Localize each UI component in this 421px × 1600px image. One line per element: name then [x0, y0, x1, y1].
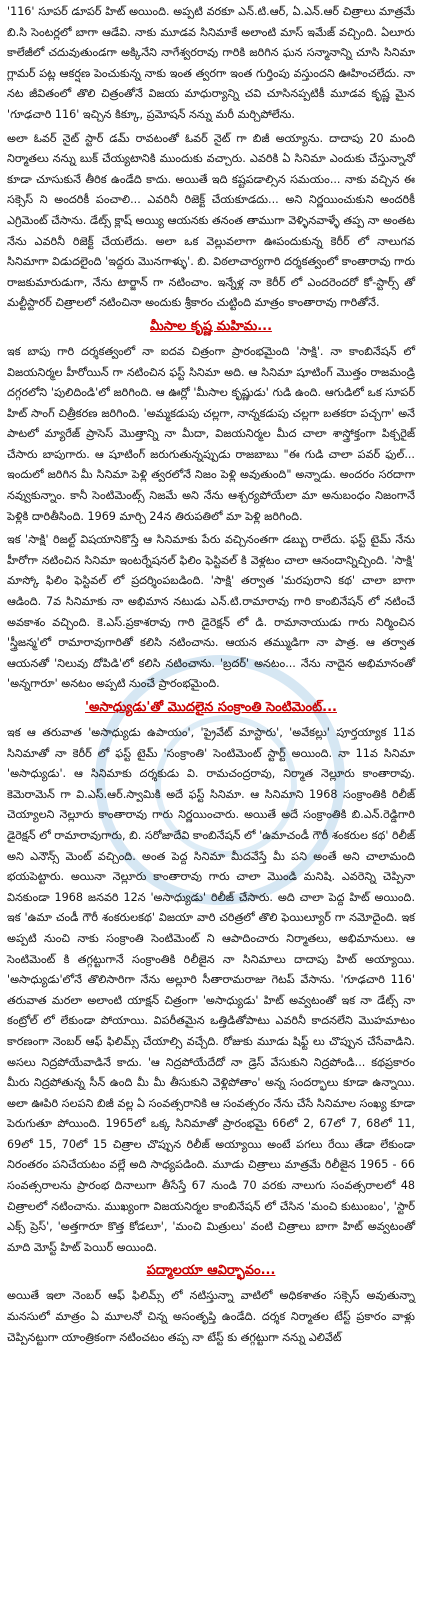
paragraph: అయితే ఇలా నెంబర్ ఆఫ్ ఫిలిమ్స్ లో నటిస్తున్నా వాటిలో అధికశాతం సక్సెస్ అవుతున్నా మనసులో మాత్రం ఏ మూలనో చిన్న అసంతృప్తి ఉండేది. దర్శక నిర్మాతల టేస్ట్ ప్రకారం వాళ్లు చెప్పినట్టుగా యాంత్రికంగా నటించటం తప్ప నా టేస్ట్ కు తగ్గట్టుగా నన్ను ఎలివేట్ [7, 1289, 415, 1344]
paragraph: ఇక 'సాక్షి' రిజల్ట్ విషయానికొస్తే ఆ సినిమాకు పేరు వచ్చినంతగా డబ్బు రాలేదు. ఫస్ట్ టైమ్ నేను హీరోగా నటించిన సినిమా ఇంటర్నేషనల్ ఫిలిం ఫెస్టివల్ కి వెళ్లటం చాలా ఆనందాన్నిచ్చింది. 'సాక్షి' మాస్కో ఫిలిం ఫెస్టివల్ లో ప్రదర్శింపబడింది. 'సాక్షి' తర్వాత 'మరపురాని కథ' చాలా బాగా ఆడింది. 7వ సినిమాకు నా అభిమాన నటుడు ఎన్.టి.రామారావు గారి కాంబినేషన్ లో నటించే అవకాశం వచ్చింది. కె.ఎస్.ప్రకాశరావు గారి డైరెక్షన్ లో డి. రామానాయుడు గారు నిర్మించిన 'స్త్రీజన్మ'లో రామారావుగారితో కలిసి నటించాను. ఆయన తమ్ముడిగా నా పాత్ర. ఆ తర్వాత ఆయనతో 'నిలువు దోపిడి'లో కలిసి నటించాను. 'బ్రదర్' అనటం... నేను నాదైన అభిమానంతో 'అన్నగారూ' అనటం అప్పటి నుంచే ప్రారంభమైంది. [7, 533, 415, 691]
section-heading: 'అసాధ్యుడు'తో మొదలైన సంక్రాంతి సెంటిమెంట్... [85, 700, 337, 715]
paragraph: '116' సూపర్ డూపర్ హిట్ అయింది. అప్పటి వరకూ ఎన్.టి.ఆర్, ఏ.ఎన్.ఆర్ చిత్రాలు మాత్రమే బి.సి సెంటర్లలో బాగా ఆడేవి. నాకు మూడవ సినిమాకే అలాంటి మాస్ ఇమేజ్ వచ్చింది. ఏలూరు కాలేజీలో చదువుతుండగా అక్కినేని నాగేశ్వరరావు గారికి జరిగిన ఘన సన్మానాన్ని చూసి సినిమా గ్లామర్ పట్ల ఆకర్షణ పెంచుకున్న నాకు ఇంత త్వరగా ఇంత గుర్తింపు వస్తుందని ఊహించలేదు. నా నట జీవితంలో తొలి చిత్రంతోనే విజయ మాధుర్యాన్ని చవి చూసినప్పటికీ మూడవ కృష్ణ మైన 'గూఢచారి 116' ఇచ్చిన కిక్కూ, ప్రమోషన్ నన్ను మరీ మర్చిపోలేను. [7, 5, 415, 121]
paragraph: ఇక బాపు గారి దర్శకత్వంలో నా ఐదవ చిత్రంగా ప్రారంభమైంది 'సాక్షి'. నా కాంబినేషన్ లో విజయనిర్మల హీరోయిన్ గా నటించిన ఫస్ట్ సినిమా అది. ఆ సినిమా షూటింగ్ మొత్తం రాజమండ్రి దగ్గరలోని 'పులిదిండి'లో జరిగింది. ఆ ఊర్లో 'మీసాల కృష్ణుడు' గుడి ఉంది. ఆగుడిలో ఒక సూపర్ హిట్ సాంగ్ చిత్రీకరణ జరిగింది. 'అమ్మకడుపు చల్లగా, నాన్నకడుపు చల్లగా బతకరా పచ్చగా' అనే పాటలో మ్యారేజ్ ప్రాసెస్ మొత్తాన్ని నా మీదా, విజయనిర్మల మీద చాలా శాస్త్రోక్తంగా పిక్చరైజ్ చేసారు బాపుగారు. ఆ షూటింగ్ జరుగుతున్నప్పుడు రాజబాబు "ఈ గుడి చాలా పవర్ ఫుల్... ఇందులో జరిగిన మీ సినిమా పెళ్లి త్వరలోనే నిజం పెళ్లి అవుతుంది" అన్నాడు. అందరం సరదాగా నవ్వుకున్నాం. కానీ సెంటిమెంట్స్ నిజమే అని నేను ఆశ్చర్యపోయేలా మా అనుబంధం నిజంగానే పెళ్లికి దారితీసింది. 1969 మార్చి 24న తిరుపతిలో మా పెళ్లి జరిగింది. [7, 344, 415, 523]
section-heading: మీసాల కృష్ణ మహిమ... [149, 318, 273, 334]
paragraph: అలా ఓవర్ నైట్ స్టార్ డమ్ రావటంతో ఓవర్ నైట్ గా బిజీ అయ్యాను. దాదాపు 20 మంది నిర్మాతలు నన్ను బుక్ చేయ్యటానికి ముందుకు వచ్చారు. ఎవరికి ఏ సినిమా ఎందుకు చేస్తున్నానో కూడా చూసుకునే తీరిక ఉండేది కాదు. అయితే ఇది కష్టపడాల్సిన సమయం... నాకు వచ్చిన ఈ సక్సెస్ ని అందరికీ పంచాలి... ఎవరినీ రిజెక్ట్ చేయకూడదు... అని నిర్ణయించుకుని అందరికీ ఎగ్రిమెంట్ చేసాను. డేట్స్ క్లాష్ అయ్యి ఆయనకు తనంత తాముగా వెళ్ళినవాళ్ళే తప్ప నా అంతట నేను ఎవరినీ రిజెక్ట్ చేయలేదు. అలా ఒక వెల్లువలాగా ఊపందుకున్న కెరీర్ లో నాలుగవ సినిమాగా విడుదలైంది 'ఇద్దరు మొనగాళ్ళు'. బి. విఠలాచార్యగారి దర్శకత్వంలో కాంతారావు గారు రాజకుమారుడుగా, నేను టార్జాన్ గా నటించాం. ఇన్నేళ్ల నా కెరీర్ లో ఎందరెందరో కో-స్టార్స్ తో మల్టీస్టారర్ చిత్రాలలో నటించినా అందుకు శ్రీకారం చుట్టింది మాత్రం కాంతారావు గారితోనే. [7, 131, 415, 310]
paragraph: ఇక ఆ తరువాత 'అసాధ్యుడు ఉపాయం', 'ప్రైవేట్ మాస్టారు', 'అవేకల్లు' పూర్తయ్యాక 11వ సినిమాతో నా కెరీర్ లో ఫస్ట్ టైమ్ 'సంక్రాంతి' సెంటిమెంట్ స్టార్ట్ అయింది. నా 11వ సినిమా 'అసాధ్యుడు'. ఆ సినిమాకు దర్శకుడు వి. రామచంద్రరావు, నిర్మాత నెల్లూరు కాంతారావు. కెమెరామెన్ గా వి.ఎస్.ఆర్.స్వామికి అదే ఫస్ట్ సినిమా. ఆ సినిమాని 1968 సంక్రాంతికి రిలీజ్ చెయ్యాలని నెల్లూరు కాంతారావు గారు నిర్ణయించారు. అయితే అదే సంక్రాంతికి బి.ఎన్.రెడ్డిగారి డైరెక్షన్ లో రామారావుగారు, బి. సరోజాదేవి కాంబినేషన్ లో 'ఉమాచండీ గౌరీ శంకరుల కథ' రిలీజ్ అని ఎనౌన్స్ మెంట్ వచ్చింది. అంత పెద్ద సినిమా మీదవేస్తే మీ పని అంతే అని చాలామంది భయపెట్టారు. అయినా నెల్లూరు కాంతారావు గారు చాలా మొండి మనిషి. ఎవరెన్ని చెప్పినా వినకుండా 1968 జనవరి 12న 'అసాధ్యుడు' రిలీజ్ చేసారు. అది చాలా పెద్ద హిట్ అయింది. ఇక 'ఉమా చండీ గౌరీ శంకరులకథ' విజయా వారి చరిత్రలో తొలి ఫెయిల్యూర్ గా నమోదైంది. ఇక అప్పటి నుంచి నాకు సంక్రాంతి సెంటిమెంట్ ని ఆపాదించారు నిర్మాతలు, అభిమానులు. ఆ సెంటిమెంట్ కి తగ్గట్టుగానే సంక్రాంతికి రిలీజైన నా సినిమాలు దాదాపు హిట్ అయ్యాయి. 'అసాధ్యుడు'లోనే తొలిసారిగా నేను అల్లూరి సీతారామరాజు గెటప్ వేసాను. 'గూఢచారి 116' తరువాత మరలా అలాంటి యాక్షన్ చిత్రంగా 'అసాధ్యుడు' హిట్ అవ్వటంతో ఇక నా డేట్స్ నా కంట్రోల్ లో లేకుండా పోయాయి. విపరీతమైన ఒత్తిడితోపాటు ఎవరినీ కాదనలేని మొహమాటం కారణంగా నెంబర్ ఆఫ్ ఫిలిమ్స్ చేయాల్సి వచ్చేది. రోజుకు మూడు షిఫ్ట్ లు చొప్పున చేసేవాడిని. అసలు నిద్రపోయేవాడినే కాదు. 'ఆ నిద్రపోయేదేదో నా డ్రెస్ వేసుకుని నిద్రపోండి... కథప్రకారం మీరు నిద్రపోతున్న సీన్ ఉంది మీ మీ తీసుకుని వెళ్లిపోతాం' అన్న సందర్భాలు కూడా ఉన్నాయి. అలా ఊపిరి సలపని బిజీ వల్ల ఏ సంవత్సరానికి ఆ సంవత్సరం నేను చేసే సినిమాల సంఖ్య కూడా పెరుగుతూ పోయింది. 1965లో ఒక్క సినిమాతో ప్రారంభమై 66లో 2, 67లో 7, 68లో 11, 69లో 15, 70లో 15 చిత్రాల చొప్పున రిలీజ్ అయ్యాయి అంటే పగలు రేయి తేడా లేకుండా నిరంతరం పనిచేయటం వల్లే అది సాధ్యపడింది. మూడు చిత్రాలు మాత్రమే రిలీజైన 1965 - 66 సంవత్సరాలను ప్రారంభ దినాలుగా తీసేస్తే 67 నుండి 70 వరకు నాలుగు సంవత్సరాలలో 48 చిత్రాలలో నటించాను. ముఖ్యంగా విజయనిర్మల కాంబినేషన్ లో చేసిన 'మంచి కుటుంబం', 'స్టార్ ఎక్స్ ప్రెస్', 'అత్తగారూ కొత్త కోడలూ', 'మంచి మిత్రులు' వంటి చిత్రాలు బాగా హిట్ అవ్వటంతో మాది మోస్ట్ హిట్ పెయిర్ అయింది. [7, 726, 415, 1254]
section-heading: పద్మాలయా ఆవిర్భావం... [146, 1263, 276, 1279]
